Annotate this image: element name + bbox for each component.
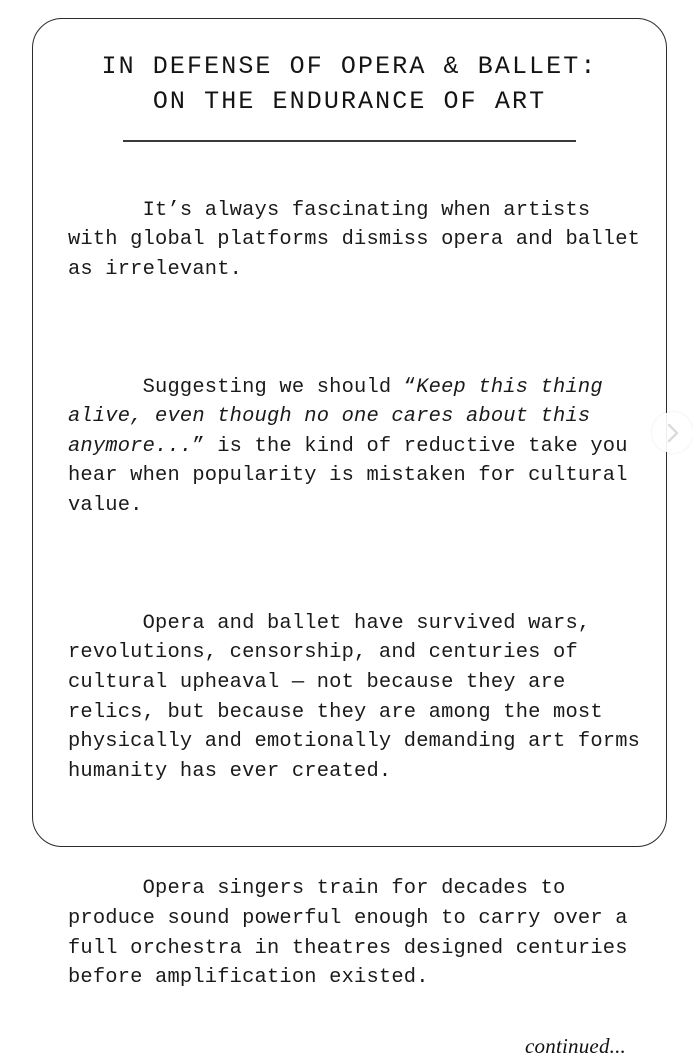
paragraph-1 [68, 166, 653, 314]
page-title [33, 49, 666, 119]
paragraph-3-segment-1: Opera and ballet have survived wars, revolutions, censorship, and centuries of cultural upheaval — not because they are relics, but because they are among the most physically and emotionally demanding art forms humanity has ever created. [68, 611, 653, 783]
paragraph-2-segment-3: ” is the kind of reductive take you hear when popularity is mistaken for cultural value. [68, 434, 641, 517]
next-slide-button[interactable] [652, 412, 693, 453]
title-divider [123, 140, 576, 142]
article-card [32, 18, 667, 1059]
title-line-2: ON THE ENDURANCE OF ART [152, 87, 547, 116]
continued-label: continued... [525, 1034, 626, 1059]
paragraph-4 [68, 845, 644, 1023]
chevron-right-icon [666, 423, 680, 443]
paragraph-2-quote-italic: Keep this thing alive, even though no one cares about this anymore... [68, 375, 616, 458]
continued-row [33, 1022, 666, 1059]
paragraph-2-segment-1: Suggesting we should “ [142, 375, 417, 399]
paragraph-2 [68, 343, 644, 550]
title-line-1: IN DEFENSE OF OPERA & BALLET: [101, 52, 598, 81]
paragraph-1-segment-1: It’s always fascinating when artists with global platforms dismiss opera and ballet as irrelevant. [68, 198, 653, 281]
paragraph-3 [68, 579, 653, 816]
article-body [33, 142, 666, 1022]
title-divider-wrap [33, 140, 666, 142]
paragraph-4-segment-1: Opera singers train for decades to produce sound powerful enough to carry over a full orchestra in theatres designed centuries before amplification existed. [68, 877, 641, 990]
